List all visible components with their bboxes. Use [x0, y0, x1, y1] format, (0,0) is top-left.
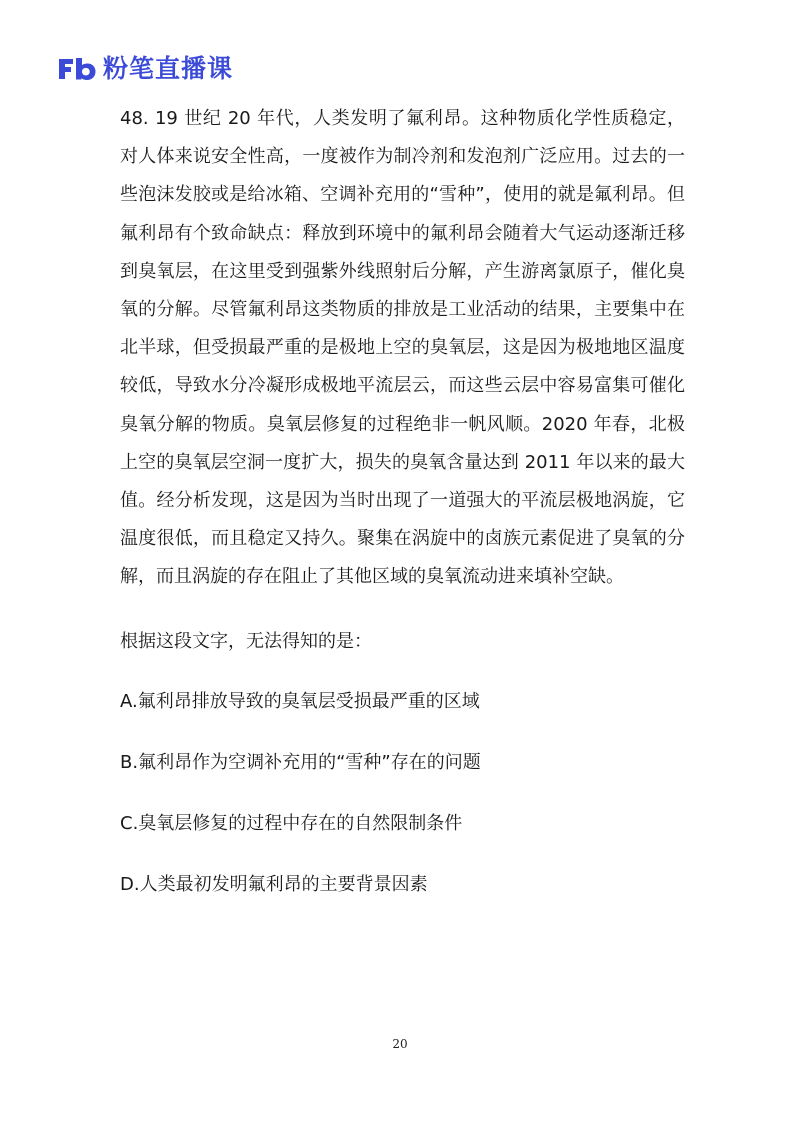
page-number: 20: [392, 1037, 408, 1051]
option-list: [120, 687, 685, 900]
fb-logo-icon: [57, 56, 97, 82]
option-d: D.人类最初发明氟利昂的主要背景因素: [120, 873, 428, 895]
option-a: A.氟利昂排放导致的臭氧层受损最严重的区域: [120, 690, 480, 712]
brand-name: 粉笔直播课: [103, 54, 234, 83]
header: [57, 52, 233, 86]
option-c: C.臭氧层修复的过程中存在的自然限制条件: [120, 812, 463, 834]
question-prompt: 根据这段文字，无法得知的是：: [120, 630, 372, 652]
option-b: B.氟利昂作为空调补充用的“雪种”存在的问题: [120, 751, 481, 773]
question-text: 48. 19 世纪 20 年代，人类发明了氟利昂。这种物质化学性质稳定，对人体来说安全性高，一度被作为制冷剂和发泡剂广泛应用。过去的一些泡沫发胶或是给冰箱、空调补充用的“雪种”，使用的就是氟利昂。但氟利昂有个致命缺点：释放到环境中的氟利昂会随着大气运动逐渐迁移到臭氧层，在这里受到强紫外线照射后分解，产生游离氯原子，催化臭氧的分解。尽管氟利昂这类物质的排放是工业活动的结果，主要集中在北半球，但受损最严重的是极地上空的臭氧层，这是因为极地地区温度较低，导致水分冷凝形成极地平流层云，而这些云层中容易富集可催化臭氧分解的物质。臭氧层修复的过程绝非一帆风顺。2020 年春，北极上空的臭氧层空洞一度扩大，损失的臭氧含量达到 2011 年以来的最大值。经分析发现，这是因为当时出现了一道强大的平流层极地涡旋，它温度很低，而且稳定又持久。聚集在涡旋中的卤族元素促进了臭氧的分解，而且涡旋的存在阻止了其他区域的臭氧流动进来填补空缺。: [120, 108, 685, 588]
question-block: [120, 100, 685, 931]
